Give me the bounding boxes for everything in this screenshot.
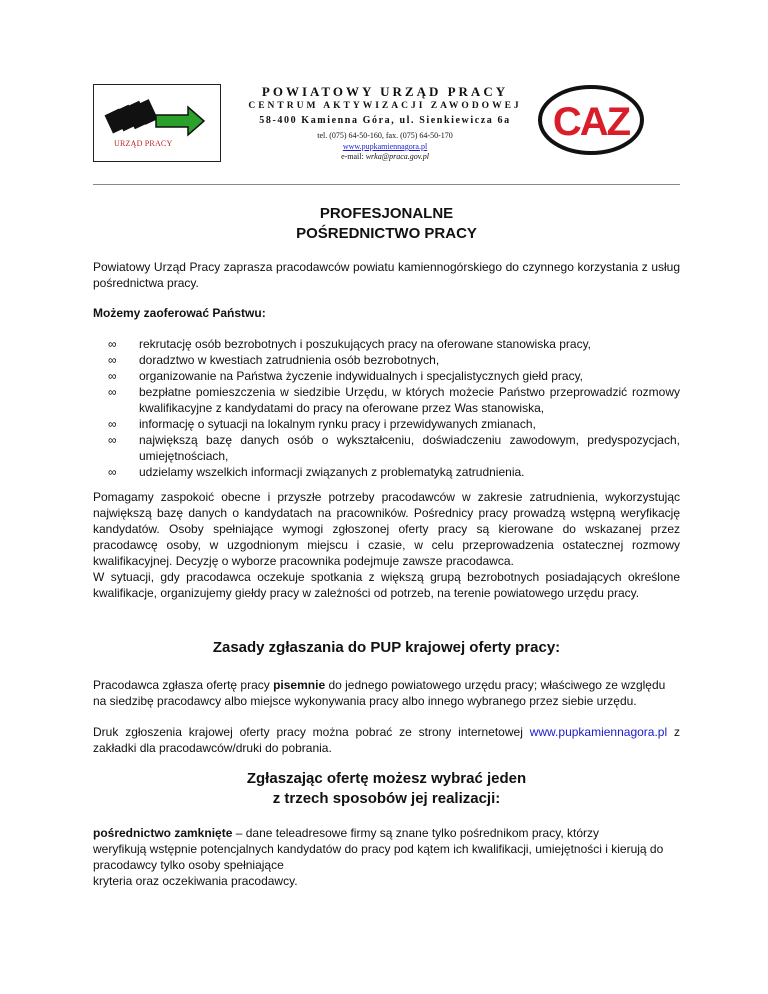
caz-logo: [537, 83, 645, 157]
help-paragraph-2: W sytuacji, gdy pracodawca oczekuje spotkania z większą grupą bezrobotnych posiadających określone kwalifikacje, organizujemy giełdy pracy w zależności od potrzeb, na terenie powiatowego urzędu pracy.: [93, 570, 680, 600]
offer-list: [93, 336, 680, 480]
infinity-bullet-icon: ∞: [108, 353, 117, 367]
header-phone: tel. (075) 64-50-160, fax. (075) 64-50-170: [317, 131, 453, 140]
closed-mediation-label: pośrednictwo zamknięte: [93, 826, 233, 840]
list-item: ∞ organizowanie na Państwa życzenie indywidualnych i specjalistycznych giełd pracy,: [108, 369, 584, 383]
header-office-name: POWIATOWY URZĄD PRACY: [261, 84, 509, 99]
offer-heading: Możemy zaoferować Państwu:: [93, 306, 266, 320]
infinity-bullet-icon: ∞: [108, 417, 117, 431]
infinity-bullet-icon: ∞: [108, 337, 117, 351]
choice-heading-line2: z trzech sposobów jej realizacji:: [272, 790, 501, 807]
header-website-link[interactable]: www.pupkamiennagora.pl: [342, 142, 428, 151]
email-label: e-mail:: [341, 152, 366, 161]
infinity-bullet-icon: ∞: [108, 433, 117, 447]
help-paragraph: [93, 489, 680, 601]
list-item: ∞ bezpłatne pomieszczenia w siedzibie Urzędu, w których możecie Państwo przeprowadzić rozmowy kwalifikacyjne z kandydatami do pracy na oferowane przez Was stanowiska,: [108, 385, 680, 415]
rules-paragraph-1: Pracodawca zgłasza ofertę pracy pisemnie do jednego powiatowego urzędu pracy; właściwego ze względu na siedzibę pracodawcy albo miejsce wykonywania pracy albo innego wybranego przez siebie urzędu.: [93, 678, 666, 708]
closed-mediation-paragraph: pośrednictwo zamknięte – dane teleadresowe firmy są znane tylko pośrednikom pracy, którzy weryfikują wstępnie potencjalnych kandydatów do pracy pod kątem ich kwalifikacji, umiejętności i kierują do pracodawcy tylko osoby spełniające kryteria oraz oczekiwania pracodawcy.: [93, 826, 664, 888]
infinity-bullet-icon: ∞: [108, 465, 117, 479]
list-item: ∞ rekrutację osób bezrobotnych i poszukujących pracy na oferowane stanowiska pracy,: [108, 337, 592, 351]
infinity-bullet-icon: ∞: [108, 385, 117, 399]
page-title-line1: PROFESJONALNE: [319, 205, 454, 222]
infinity-bullet-icon: ∞: [108, 369, 117, 383]
page-title: [93, 204, 680, 244]
website-link[interactable]: www.pupkamiennagora.pl: [529, 725, 668, 739]
list-item: ∞ udzielamy wszelkich informacji związanych z problematyką zatrudnienia.: [108, 465, 525, 479]
choice-heading-line1: Zgłaszając ofertę możesz wybrać jeden: [246, 770, 527, 787]
rules-heading: Zasady zgłaszania do PUP krajowej oferty pracy:: [212, 639, 561, 656]
list-item: ∞ największą bazę danych osób o wykształceniu, doświadczeniu zawodowym, predyspozycjach, umiejętnościach,: [108, 433, 680, 463]
choice-heading: [93, 769, 680, 809]
page-title-line2: POŚREDNICTWO PRACY: [296, 225, 477, 242]
email-address[interactable]: wrka@praca.gov.pl: [365, 152, 429, 161]
help-paragraph-1: Pomagamy zaspokoić obecne i przyszłe potrzeby pracodawców w zakresie zatrudnienia, wykorzystując największą bazę danych o kandydatach na pracowników. Pośrednicy pracy prowadzą wstępną weryfikację kandydatów. Osoby spełniające wymogi zgłoszonej oferty pracy są kierowane do wskazanej przez pracodawcę osoby, w uzgodnionym miejscu i czasie, w celu przeprowadzenia ostatecznej rozmowy kwalifikacyjnej. Decyzję o wyborze pracownika podejmuje zawsze pracodawca.: [93, 490, 680, 568]
header-address: 58-400 Kamienna Góra, ul. Sienkiewicza 6a: [259, 115, 511, 126]
urzad-pracy-logo-graphic: [94, 85, 220, 161]
list-item: ∞ doradztwo w kwestiach zatrudnienia osób bezrobotnych,: [108, 353, 440, 367]
urzad-pracy-logo: [93, 84, 221, 162]
header-email: [230, 152, 540, 161]
intro-paragraph: Powiatowy Urząd Pracy zaprasza pracodawców powiatu kamiennogórskiego do czynnego korzystania z usług pośrednictwa pracy.: [93, 260, 680, 290]
rules-paragraph-2: Druk zgłoszenia krajowej oferty pracy można pobrać ze strony internetowej www.pupkamiennagora.pl z zakładki dla pracodawców/druki do pobrania.: [93, 725, 680, 755]
header-divider: [93, 184, 680, 185]
list-item: ∞ informację o sytuacji na lokalnym rynku pracy i przewidywanych zmianach,: [108, 417, 536, 431]
rules-emphasis: pisemnie: [273, 678, 326, 692]
caz-logo-text: CAZ: [552, 100, 630, 144]
header-center-name: CENTRUM AKTYWIZACJI ZAWODOWEJ: [248, 101, 522, 111]
logo-caption: URZĄD PRACY: [114, 139, 173, 148]
